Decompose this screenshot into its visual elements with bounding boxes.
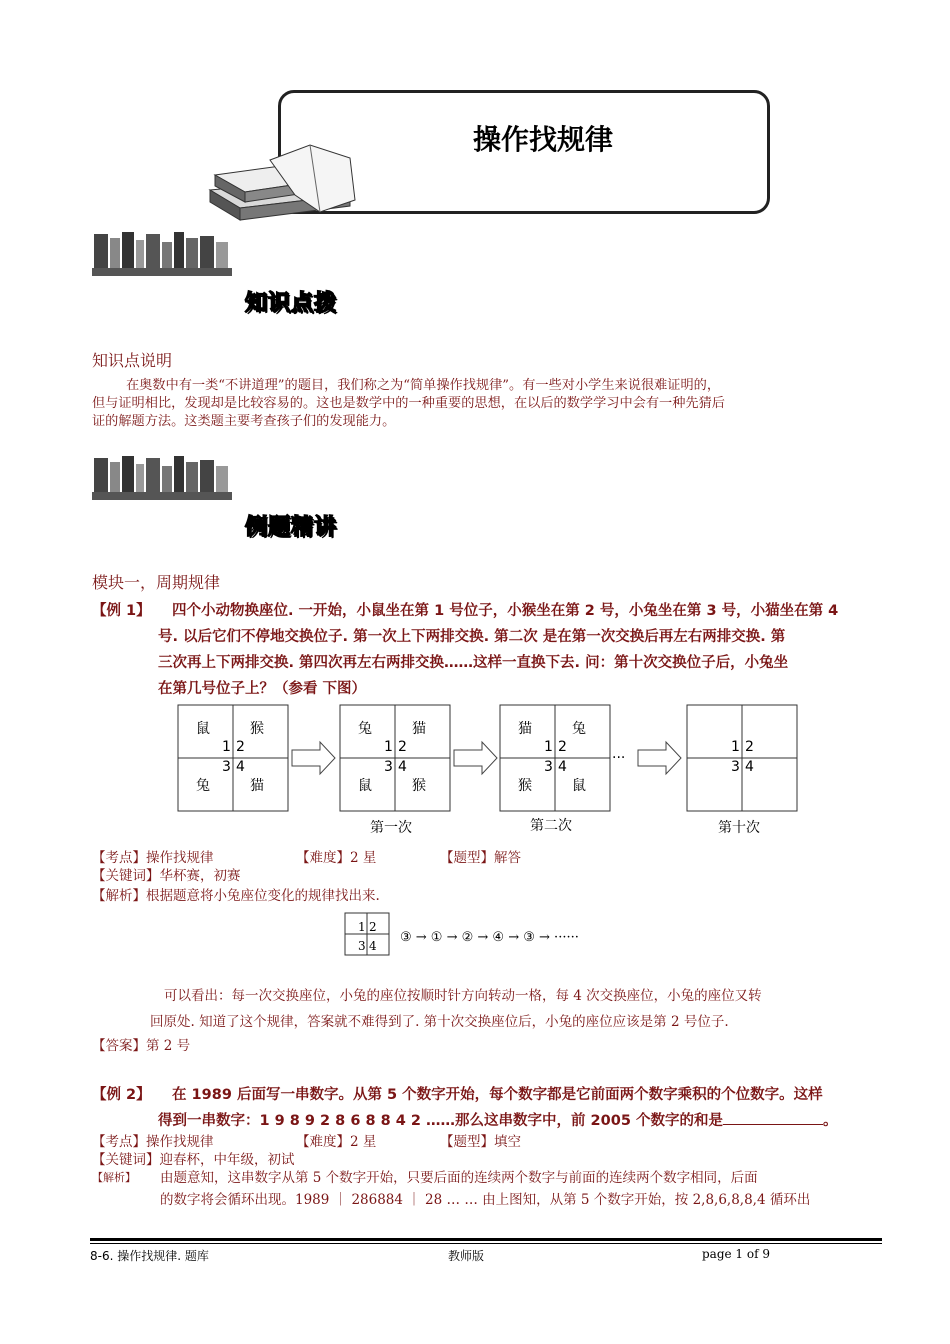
footer-page: page 1 of 9 (702, 1247, 770, 1261)
grid2-cell-1: 兔 (358, 721, 372, 737)
knowledge-line-1: 在奥数中有一类“不讲道理”的题目，我们称之为“简单操作找规律”。有一些对小学生来说很难证明的， (126, 378, 721, 393)
ex2-jiexi-line-2: 的数字将会循环出现。1989 ｜ 286884 ｜ 28 … … 由上图知，从第 5 个数字开始，按 2,8,6,8,8,4 循环出 (160, 1192, 811, 1208)
ex1-line-4: 在第几号位子上？（参看 下图） (158, 681, 367, 697)
ex2-nandu: 【难度】2 星 (296, 1134, 377, 1150)
grid-second (500, 705, 610, 834)
grid2-cell-2: 猫 (412, 721, 426, 737)
grid1-cell-3: 兔 (196, 778, 210, 794)
ellipsis: ··· (612, 750, 626, 766)
svg-text:4: 4 (398, 759, 407, 775)
grid-initial (178, 705, 288, 811)
svg-text:4: 4 (745, 759, 754, 775)
grid3-cell-3: 猴 (518, 778, 532, 794)
ex1-tag: 【例 1】 (92, 603, 151, 619)
grid2-caption: 第一次 (370, 820, 412, 836)
svg-text:3: 3 (544, 759, 553, 775)
ex1-answer: 【答案】第 2 号 (92, 1038, 191, 1054)
ex2-tag: 【例 2】 (92, 1087, 151, 1103)
knowledge-line-2: 但与证明相比，发现却是比较容易的。这也是数学中的一种重要的思想，在以后的数学学习中会有一种先猜后 (92, 396, 725, 411)
svg-text:2: 2 (398, 739, 407, 755)
grid-tenth (687, 705, 797, 836)
seat-cycle: ③ → ① → ② → ④ → ③ → ······ (400, 930, 579, 945)
knowledge-banner: 知识点拨 (245, 291, 338, 316)
grid2-cell-4: 猴 (412, 778, 426, 794)
grid2-cell-3: 鼠 (358, 778, 372, 794)
knowledge-heading: 知识点说明 (92, 351, 173, 370)
ex2-kaodian: 【考点】操作找规律 (92, 1134, 214, 1150)
ex1-kaodian: 【考点】操作找规律 (92, 850, 214, 866)
ex2-guanjianci: 【关键词】迎春杯，中年级，初试 (92, 1152, 295, 1168)
books-illustration (200, 140, 360, 225)
ex1-line-3: 三次再上下两排交换. 第四次再左右两排交换……这样一直换下去. 问：第十次交换位子后，小兔坐 (158, 655, 789, 671)
svg-text:1: 1 (731, 739, 740, 755)
svg-text:2: 2 (745, 739, 754, 755)
grid-first (340, 705, 450, 836)
grid1-num-1: 1 (222, 739, 231, 755)
ex1-explain-2: 回原处. 知道了这个规律，答案就不难得到了. 第十次交换座位后，小兔的座位应该是第 2 号位子. (150, 1014, 729, 1030)
grid1-cell-2: 猴 (250, 721, 264, 737)
ex2-line-2-end: 。 (822, 1113, 838, 1129)
arrow-icon (454, 742, 497, 774)
grid3-cell-1: 猫 (518, 721, 532, 737)
footer-rule (90, 1238, 882, 1241)
svg-text:4: 4 (369, 939, 377, 953)
svg-text:2: 2 (558, 739, 567, 755)
answer-blank[interactable] (723, 1124, 823, 1125)
seat-swap-figure (170, 700, 800, 840)
svg-text:4: 4 (558, 759, 567, 775)
knowledge-line-3: 证的解题方法。这类题主要考查孩子们的发现能力。 (92, 414, 396, 429)
ex1-guanjianci: 【关键词】华杯赛，初赛 (92, 868, 241, 884)
grid1-num-4: 4 (236, 759, 245, 775)
arrow-icon (638, 742, 681, 774)
ex2-jiexi-line-1: 由题意知，这串数字从第 5 个数字开始，只要后面的连续两个数字与前面的连续两个数字相同，后面 (160, 1170, 758, 1186)
ex1-jiexi: 【解析】根据题意将小兔座位变化的规律找出来. (92, 888, 380, 904)
ex2-jiexi-tag: 【解析】 (92, 1171, 136, 1184)
ex1-explain-1: 可以看出：每一次交换座位，小兔的座位按顺时针方向转动一格，每 4 次交换座位，小兔的座位又转 (164, 988, 762, 1004)
svg-text:3: 3 (358, 939, 366, 953)
ex1-tixing: 【题型】解答 (440, 850, 521, 866)
examples-banner: 例题精讲 (245, 515, 338, 540)
grid1-num-3: 3 (222, 759, 231, 775)
page-title: 操作找规律 (472, 123, 613, 156)
bookshelf-icon (90, 228, 235, 278)
grid1-cell-1: 鼠 (196, 721, 210, 737)
footer-left: 8-6. 操作找规律. 题库 (90, 1249, 209, 1263)
arrow-icon (292, 742, 335, 774)
grid1-cell-4: 猫 (250, 778, 264, 794)
svg-text:3: 3 (384, 759, 393, 775)
svg-text:1: 1 (384, 739, 393, 755)
ex2-line-2: 得到一串数字：1 9 8 9 2 8 6 8 8 4 2 ……那么这串数字中，前 2005 个数字的和是 (158, 1113, 723, 1129)
ex1-line-2: 号. 以后它们不停地交换位子. 第一次上下两排交换. 第二次 是在第一次交换后再左右两排交换. 第 (158, 629, 786, 645)
ex2-line-2-wrap (158, 1108, 837, 1134)
grid3-caption: 第二次 (530, 818, 572, 834)
grid3-cell-2: 兔 (572, 721, 586, 737)
grid4-caption: 第十次 (718, 820, 760, 836)
ex2-line-1: 在 1989 后面写一串数字。从第 5 个数字开始，每个数字都是它前面两个数字乘积的个位数字。这样 (172, 1087, 823, 1103)
grid3-cell-4: 鼠 (572, 778, 586, 794)
ex1-line-1: 四个小动物换座位. 一开始，小鼠坐在第 1 号位子，小猴坐在第 2 号，小兔坐在第 3 号，小猫坐在第 4 (172, 603, 839, 619)
mini-seat-grid (344, 912, 394, 958)
svg-text:2: 2 (369, 920, 377, 934)
svg-text:1: 1 (544, 739, 553, 755)
footer-center: 教师版 (448, 1249, 485, 1263)
bookshelf-icon (90, 452, 235, 502)
footer-rule-thin (90, 1243, 882, 1244)
module1-heading: 模块一，周期规律 (92, 573, 221, 592)
ex2-tixing: 【题型】填空 (440, 1134, 521, 1150)
grid1-num-2: 2 (236, 739, 245, 755)
svg-text:3: 3 (731, 759, 740, 775)
ex1-nandu: 【难度】2 星 (296, 850, 377, 866)
svg-text:1: 1 (358, 920, 366, 934)
